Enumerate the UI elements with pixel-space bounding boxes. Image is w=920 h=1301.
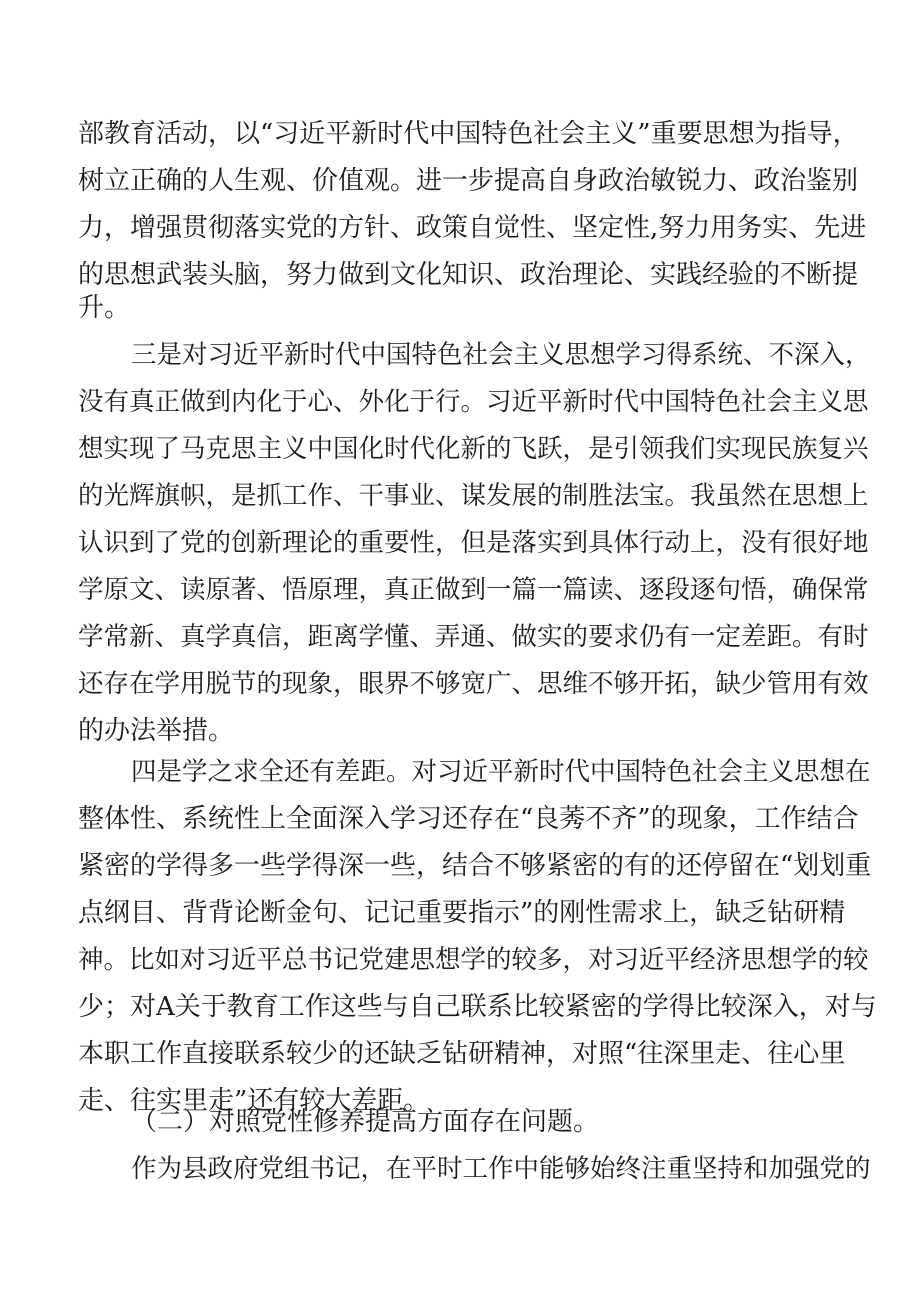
text-line: 学原文、读原著、悟原理，真正做到一篇一篇读、逐段逐句悟，确保常 <box>78 575 869 605</box>
text-line: 树立正确的人生观、价值观。进一步提高自身政治敏锐力、政治鉴别 <box>78 166 859 196</box>
text-line: 整体性、系统性上全面深入学习还存在“良莠不齐”的现象，工作结合 <box>78 804 859 834</box>
text-line: 部教育活动，以“习近平新时代中国特色社会主义”重要思想为指导， <box>78 119 859 149</box>
text-line: 的思想武装头脑，努力做到文化知识、政治理论、实践经验的不断提 <box>78 260 859 290</box>
text-line: 学常新、真学真信，距离学懂、弄通、做实的要求仍有一定差距。有时 <box>78 622 869 652</box>
text-line: 还存在学用脱节的现象，眼界不够宽广、思维不够开拓，缺少管用有效 <box>78 669 869 699</box>
text-line: 四是学之求全还有差距。对习近平新时代中国特色社会主义思想在 <box>131 757 871 787</box>
text-line: 作为县政府党组书记，在平时工作中能够始终注重坚持和加强党的 <box>131 1154 871 1184</box>
text-line: 认识到了党的创新理论的重要性，但是落实到具体行动上，没有很好地 <box>78 528 869 558</box>
text-line: 走、往实里走”还有较大差距。 <box>78 1086 430 1116</box>
text-line: 紧密的学得多一些学得深一些，结合不够紧密的有的还停留在“划划重 <box>78 851 872 881</box>
text-line: 没有真正做到内化于心、外化于行。习近平新时代中国特色社会主义思 <box>78 387 869 417</box>
text-line: 的光辉旗帜，是抓工作、干事业、谋发展的制胜法宝。我虽然在思想上 <box>78 481 869 511</box>
text-line: 三是对习近平新时代中国特色社会主义思想学习得系统、不深入， <box>131 340 871 370</box>
text-line: 点纲目、背背论断金句、记记重要指示”的刚性需求上，缺乏钻研精 <box>78 898 846 928</box>
text-line: 本职工作直接联系较少的还缺乏钻研精神，对照“往深里走、往心里 <box>78 1039 846 1069</box>
text-line: 升。 <box>78 293 131 323</box>
text-line: 力，增强贯彻落实党的方针、政策自觉性、坚定性,努力用务实、先进 <box>78 213 867 243</box>
section-heading: （二）对照党性修养提高方面存在问题。 <box>131 1107 600 1137</box>
text-line: 想实现了马克思主义中国化时代化新的飞跃，是引领我们实现民族复兴 <box>78 434 869 464</box>
text-line: 少；对A关于教育工作这些与自己联系比较紧密的学得比较深入，对与 <box>78 992 877 1022</box>
text-line: 的办法举措。 <box>78 716 235 746</box>
text-line: 神。比如对习近平总书记党建思想学的较多，对习近平经济思想学的较 <box>78 945 869 975</box>
